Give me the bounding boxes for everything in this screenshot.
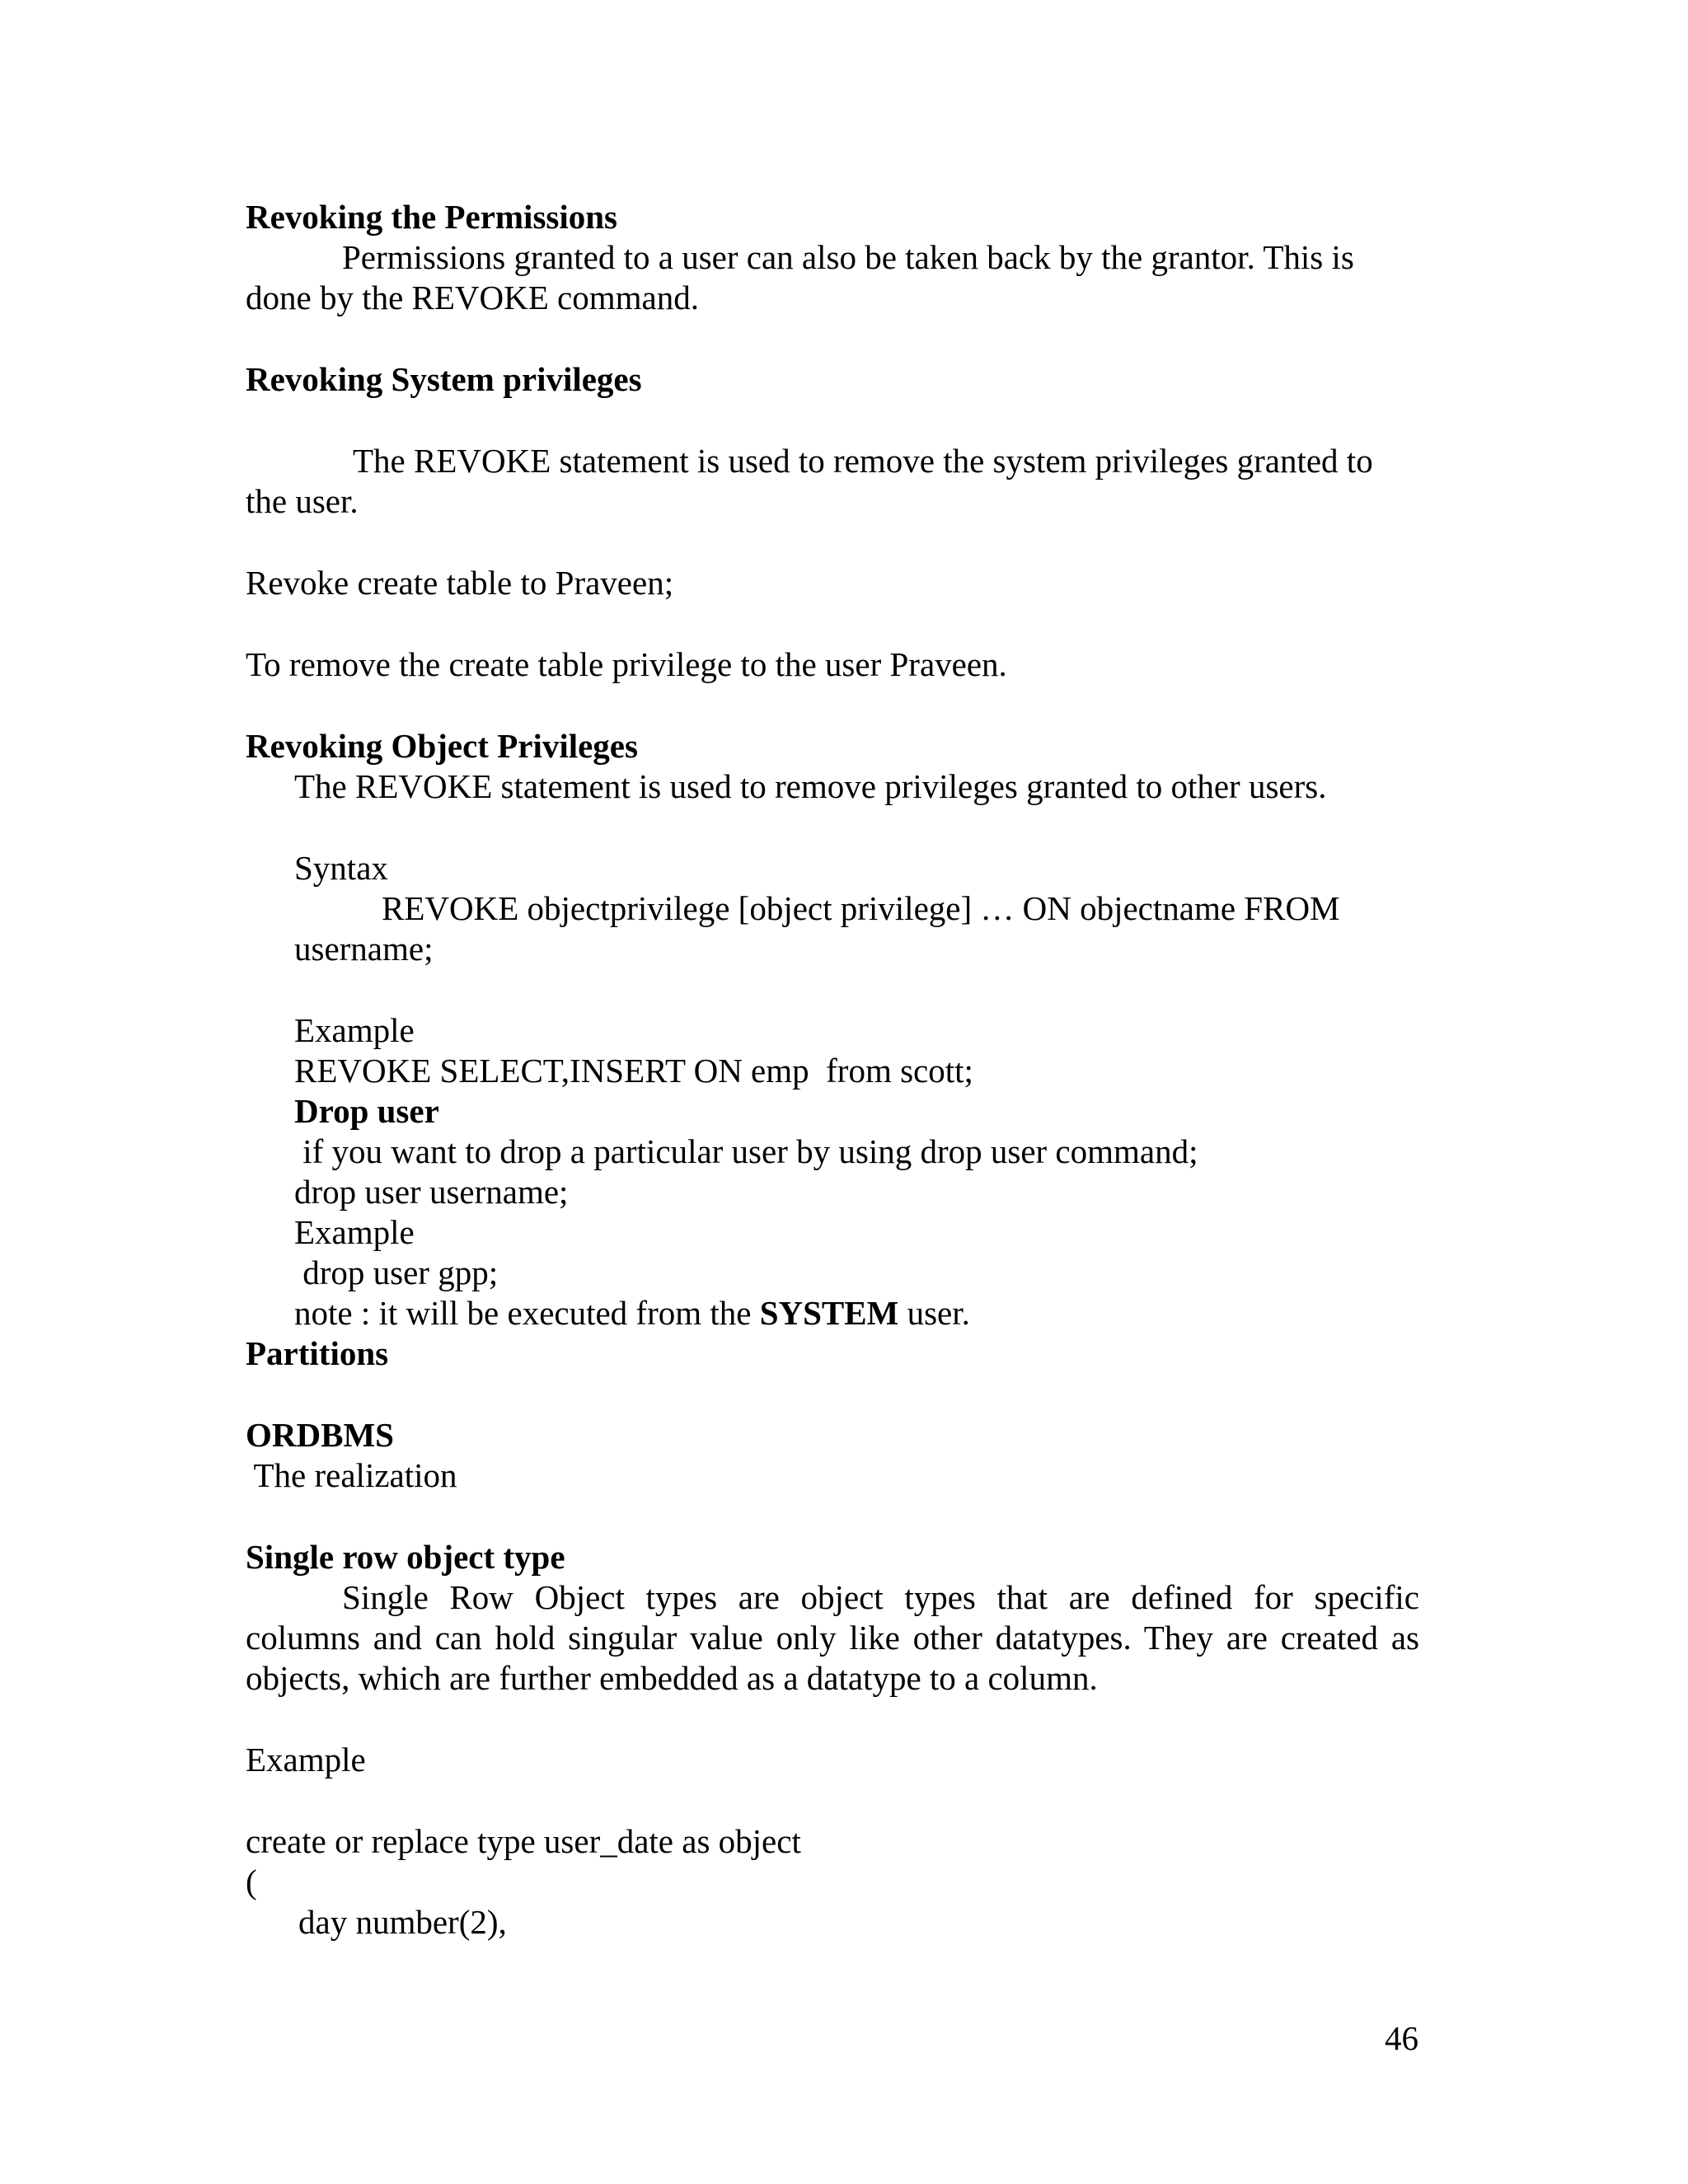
code-example: Revoke create table to Praveen;	[246, 564, 674, 602]
example-label: Example	[294, 1011, 415, 1049]
heading-revoking-object-privileges: Revoking Object Privileges	[246, 727, 638, 765]
syntax-line: REVOKE objectprivilege [object privilege] … ON objectname FROM	[382, 889, 1340, 927]
syntax-line: username;	[294, 930, 434, 968]
note-bold: SYSTEM	[759, 1294, 899, 1332]
page-number: 46	[1385, 2019, 1418, 2057]
paragraph-line: Single Row Object types are object types that are defined for specific	[342, 1578, 1419, 1616]
example-label: Example	[246, 1741, 366, 1779]
paragraph-line: The REVOKE statement is used to remove privileges granted to other users.	[294, 767, 1327, 805]
paragraph-line: if you want to drop a particular user by using drop user command;	[294, 1132, 1198, 1170]
code-example: drop user username;	[294, 1173, 569, 1211]
code-line: create or replace type user_date as object	[246, 1822, 801, 1860]
paragraph-line: To remove the create table privilege to the user Praveen.	[246, 645, 1007, 683]
heading-single-row-object-type: Single row object type	[246, 1538, 565, 1576]
example-label: Example	[294, 1213, 415, 1251]
paragraph-line: objects, which are further embedded as a datatype to a column.	[246, 1659, 1098, 1697]
heading-ordbms: ORDBMS	[246, 1416, 394, 1454]
code-example: drop user gpp;	[294, 1254, 499, 1291]
heading-partitions: Partitions	[246, 1334, 389, 1372]
paragraph-line: done by the REVOKE command.	[246, 279, 699, 316]
paragraph-line: the user.	[246, 482, 359, 520]
note-prefix: note : it will be executed from the	[294, 1294, 760, 1332]
paragraph-line: columns and can hold singular value only like other datatypes. They are created as	[246, 1619, 1419, 1657]
note-suffix: user.	[898, 1294, 970, 1332]
heading-drop-user: Drop user	[294, 1092, 439, 1130]
paragraph-line: Permissions granted to a user can also be taken back by the grantor. This is	[342, 238, 1354, 276]
paragraph-line: The realization	[246, 1456, 457, 1494]
paragraph-line: The REVOKE statement is used to remove the system privileges granted to	[353, 442, 1373, 480]
heading-revoking-permissions: Revoking the Permissions	[246, 198, 617, 236]
code-line: (	[246, 1863, 257, 1900]
heading-revoking-system-privileges: Revoking System privileges	[246, 360, 642, 398]
syntax-label: Syntax	[294, 849, 388, 887]
code-line: day number(2),	[298, 1903, 507, 1941]
note-line	[294, 1292, 970, 1333]
code-example: REVOKE SELECT,INSERT ON emp from scott;	[294, 1052, 973, 1090]
